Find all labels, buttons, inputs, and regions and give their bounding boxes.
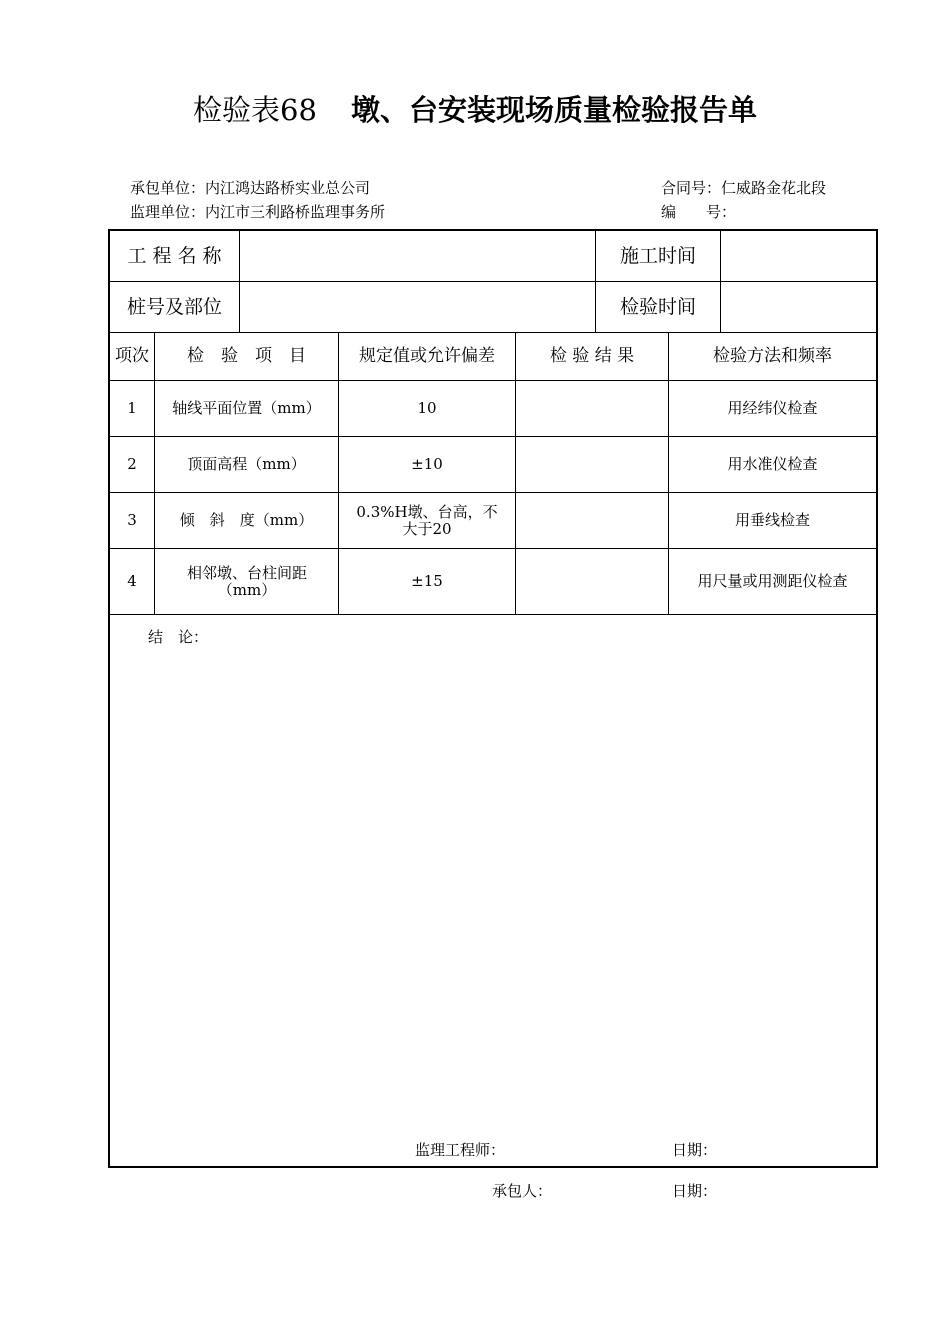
page-title xyxy=(0,88,950,129)
row-2-spec: ±10 xyxy=(411,455,443,473)
contract-no-value: 仁威路金花北段 xyxy=(721,179,827,197)
row-2-item: 顶面高程（mm） xyxy=(187,455,306,473)
row-1-no: 1 xyxy=(127,399,137,417)
contractor-line xyxy=(130,177,370,198)
engineer-date-label: 日期： xyxy=(672,1141,718,1159)
row-1-result-field[interactable] xyxy=(516,381,668,436)
supervisor-value: 内江市三利路桥监理事务所 xyxy=(205,203,386,221)
project-name-label: 工 程 名 称 xyxy=(127,244,222,267)
station-field[interactable] xyxy=(240,282,595,332)
form-title: 墩、台安装现场质量检验报告单 xyxy=(350,93,757,127)
contract-no-line xyxy=(661,177,826,198)
row-1-method: 用经纬仪检查 xyxy=(727,399,818,417)
inspection-time-label: 检验时间 xyxy=(619,295,696,318)
row-2-method: 用水准仪检查 xyxy=(727,455,818,473)
column-header-method: 检验方法和频率 xyxy=(713,346,832,366)
project-name-field[interactable] xyxy=(240,231,595,281)
construction-time-label: 施工时间 xyxy=(619,244,696,267)
column-header-item: 检 验 项 目 xyxy=(187,346,306,366)
row-4-no: 4 xyxy=(127,572,137,590)
column-header-no: 项次 xyxy=(115,346,149,366)
form-number: 检验表68 xyxy=(193,93,317,127)
row-1-spec: 10 xyxy=(417,399,437,417)
row-4-method: 用尺量或用测距仪检查 xyxy=(697,572,848,590)
supervisor-label: 监理单位： xyxy=(130,203,206,221)
contractor-date-label: 日期： xyxy=(672,1182,718,1200)
contract-no-label: 合同号： xyxy=(661,179,722,197)
construction-time-field[interactable] xyxy=(721,231,876,281)
contractor-person-label: 承包人： xyxy=(492,1182,553,1200)
column-header-result: 检 验 结 果 xyxy=(549,346,635,366)
row-1-item: 轴线平面位置（mm） xyxy=(172,399,321,417)
inspection-time-field[interactable] xyxy=(721,282,876,332)
row-4-spec: ±15 xyxy=(411,572,443,590)
serial-no-line xyxy=(661,201,736,222)
serial-no-label: 编 号： xyxy=(661,203,737,221)
row-3-method: 用垂线检查 xyxy=(734,511,810,529)
engineer-label: 监理工程师： xyxy=(415,1141,506,1159)
row-3-spec: 0.3%H墩、台高，不大于20 xyxy=(356,502,498,538)
row-3-result-field[interactable] xyxy=(516,493,668,548)
station-label: 桩号及部位 xyxy=(126,295,222,318)
row-4-item: 相邻墩、台柱间距（mm） xyxy=(186,563,307,599)
supervisor-line xyxy=(130,201,385,222)
row-4-result-field[interactable] xyxy=(516,549,668,614)
contractor-value: 内江鸿达路桥实业总公司 xyxy=(205,179,371,197)
conclusion-label: 结 论： xyxy=(148,628,209,646)
row-3-no: 3 xyxy=(127,511,137,529)
contractor-label: 承包单位： xyxy=(130,179,206,197)
row-3-item: 倾 斜 度（mm） xyxy=(179,511,314,529)
column-header-spec: 规定值或允许偏差 xyxy=(359,346,495,366)
row-2-result-field[interactable] xyxy=(516,437,668,492)
row-2-no: 2 xyxy=(127,455,137,473)
